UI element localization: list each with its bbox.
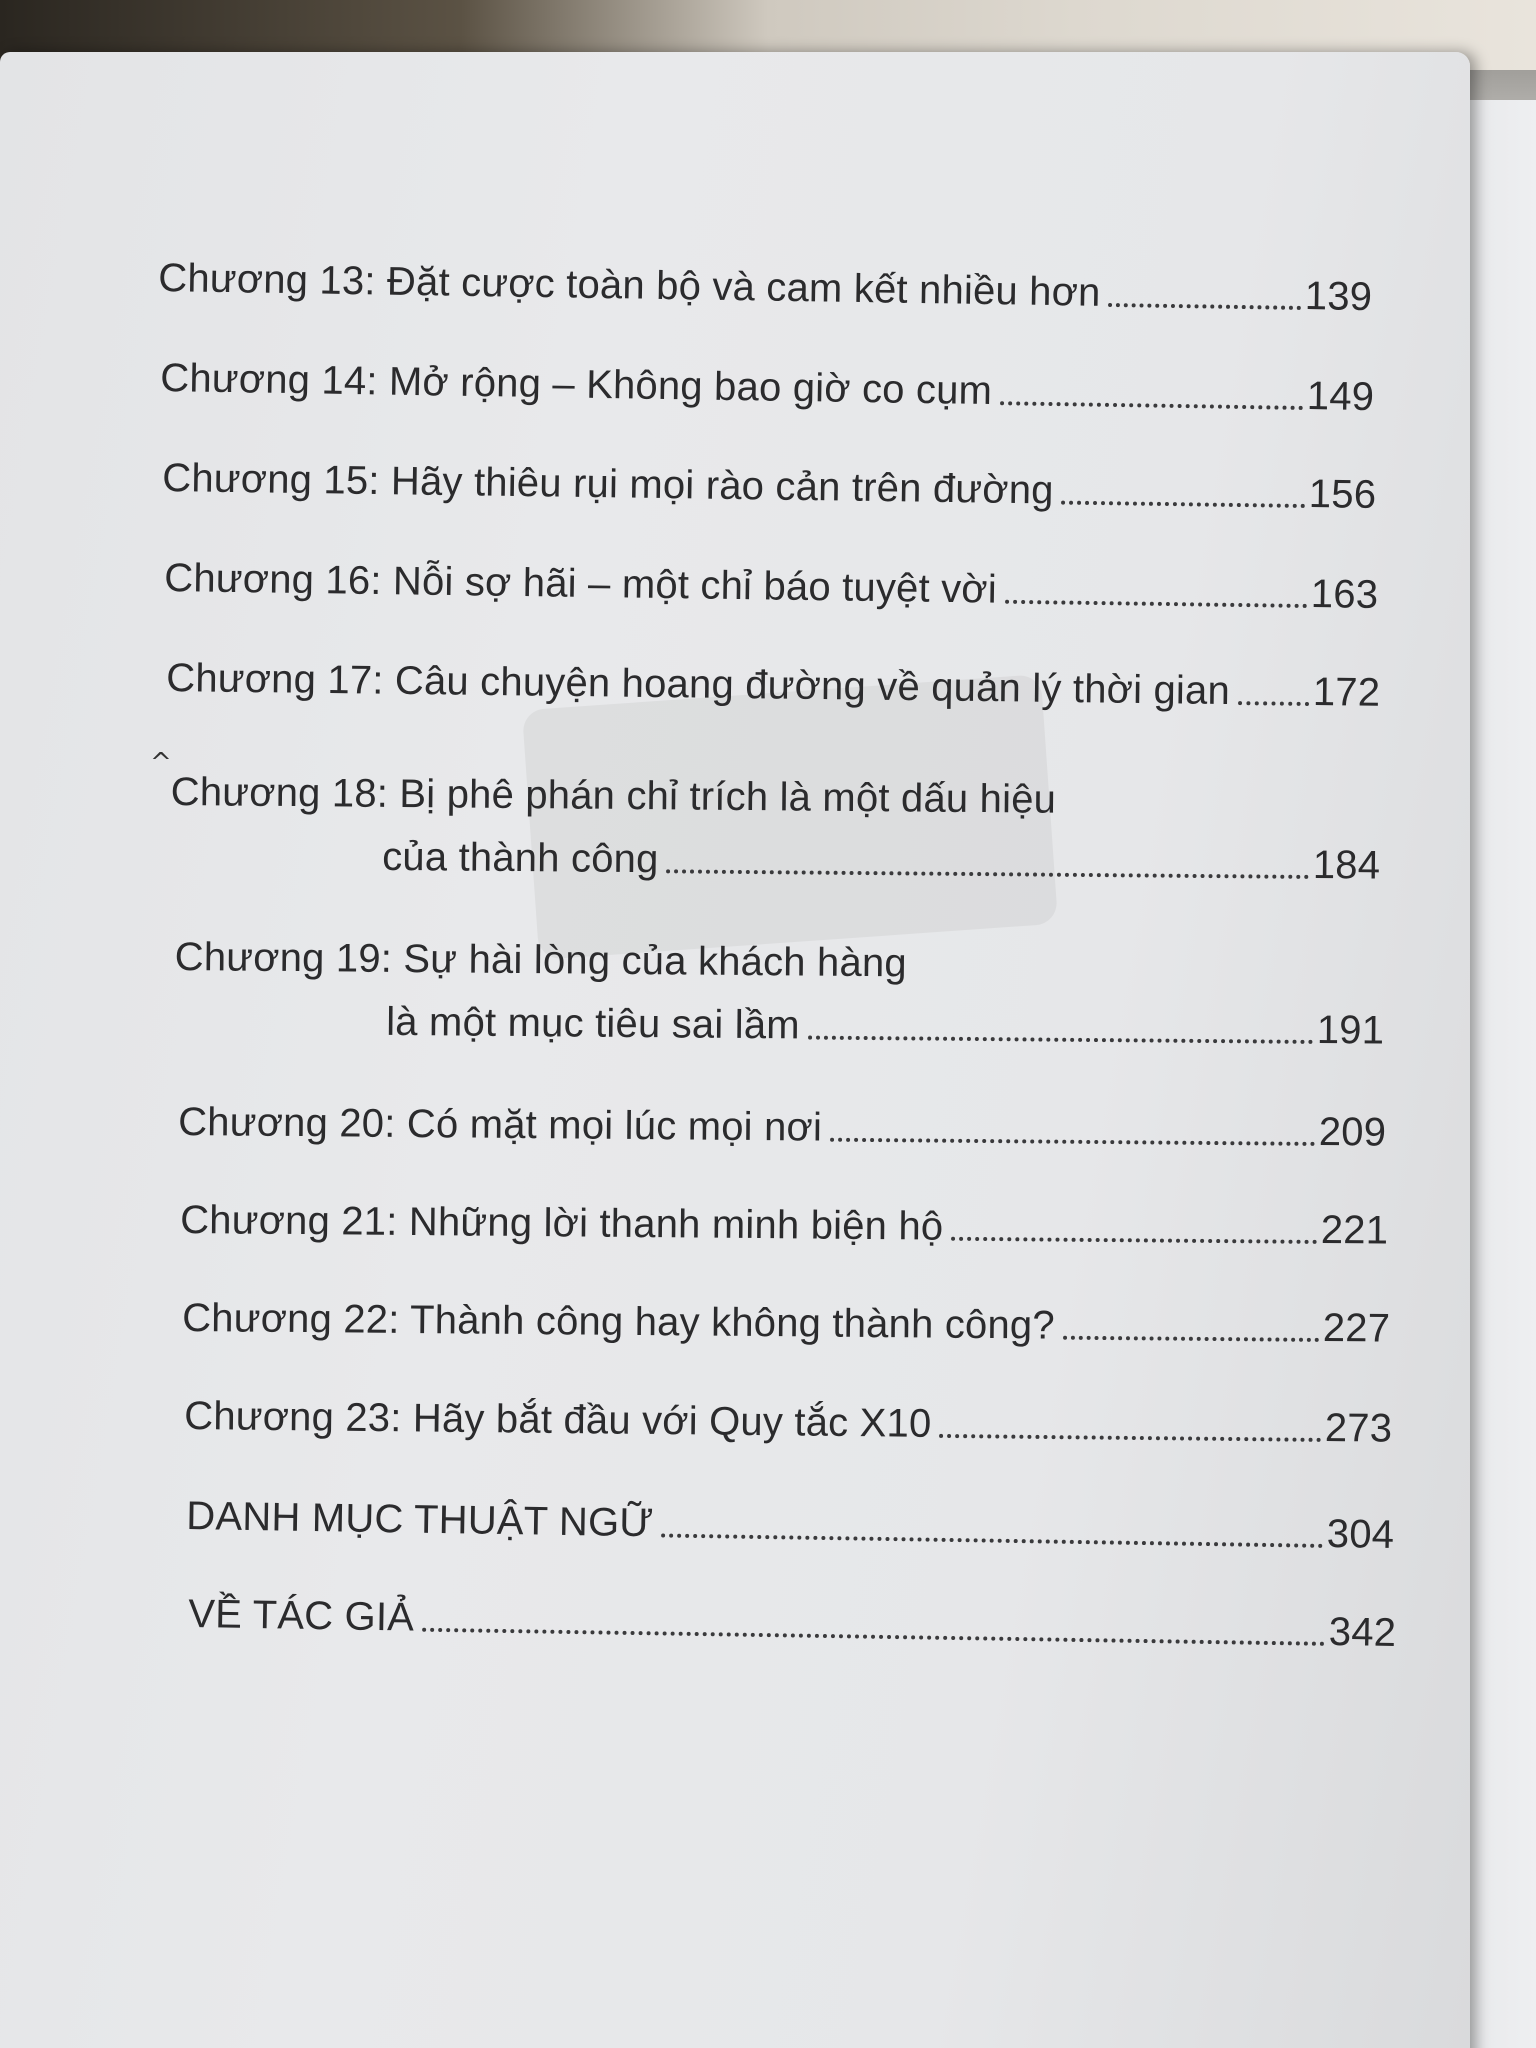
toc-entry-label: Chương 22: Thành công hay không thành công? (182, 1296, 1055, 1348)
toc-entry-20 (178, 1100, 1386, 1156)
toc-page-number: 342 (1328, 1609, 1397, 1655)
toc-entry-22 (182, 1296, 1390, 1352)
toc-entry-label: Chương 23: Hãy bắt đầu với Quy tắc X10 (184, 1394, 932, 1446)
toc-entry-label: Chương 20: Có mặt mọi lúc mọi nơi (178, 1100, 823, 1150)
toc-entry-label: Chương 16: Nỗi sợ hãi – một chỉ báo tuyệt vời (164, 556, 998, 612)
leader-dots (1000, 401, 1303, 410)
toc-entry-18 (170, 770, 1381, 889)
toc-entry-label: Chương 13: Đặt cược toàn bộ và cam kết nhiều hơn (158, 256, 1101, 315)
toc-entry-label: Chương 17: Câu chuyện hoang đường về quản lý thời gian (166, 656, 1231, 713)
toc-entry-label: Chương 21: Những lời thanh minh biện hộ (180, 1198, 944, 1249)
toc-entry-label: Chương 18: Bị phê phán chỉ trích là một dấu hiệu (170, 770, 1057, 822)
toc-entry-label-line2: của thành công (382, 834, 659, 882)
toc-entry-label: VỀ TÁC GIẢ (188, 1592, 415, 1640)
toc-entry-21 (180, 1198, 1388, 1254)
toc-entry-13 (158, 256, 1373, 320)
toc-entry-17 (166, 656, 1380, 716)
toc-entry-14 (160, 356, 1375, 420)
leader-dots (1063, 1336, 1319, 1342)
leader-dots (830, 1138, 1315, 1146)
toc-entry-label-line2: là một mục tiêu sai lầm (386, 999, 800, 1048)
toc-entry-16 (164, 556, 1379, 618)
toc-entry-about-author (188, 1592, 1397, 1656)
toc-entry-15 (162, 456, 1377, 518)
toc-page-number: 156 (1308, 472, 1377, 517)
pencil-mark-icon: ^ (150, 748, 172, 778)
toc-page-number: 191 (1316, 1007, 1385, 1053)
leader-dots (808, 1036, 1313, 1044)
toc-entry-continuation (174, 998, 1384, 1054)
leader-dots (939, 1434, 1320, 1442)
toc-page-number: 227 (1322, 1305, 1391, 1351)
toc-page-number: 184 (1312, 842, 1381, 888)
toc-page-number: 221 (1320, 1207, 1389, 1253)
toc-entry-label: Chương 14: Mở rộng – Không bao giờ co cụm (160, 356, 993, 414)
leader-dots (1238, 701, 1309, 706)
toc-entry-23 (184, 1394, 1392, 1452)
leader-dots (422, 1628, 1325, 1646)
leader-dots (666, 869, 1308, 879)
toc-entry-label: Chương 19: Sự hài lòng của khách hàng (174, 935, 908, 986)
leader-dots (951, 1237, 1317, 1244)
toc-entry-glossary (186, 1494, 1395, 1558)
toc-page-number: 163 (1310, 572, 1379, 617)
toc-entry-label: DANH MỤC THUẬT NGỮ (186, 1494, 655, 1546)
leader-dots (1005, 600, 1307, 608)
toc-page-number: 139 (1304, 274, 1373, 320)
leader-dots (1108, 303, 1300, 310)
leader-dots (662, 1533, 1323, 1547)
toc-entry-label: Chương 15: Hãy thiêu rụi mọi rào cản trên đường (162, 456, 1054, 513)
leader-dots (1061, 501, 1304, 508)
toc-entry-19 (174, 935, 1385, 1054)
toc-entry-continuation (170, 833, 1380, 889)
toc-page-number: 172 (1312, 670, 1381, 715)
toc-page-number: 273 (1324, 1405, 1393, 1451)
toc-page-number: 149 (1306, 374, 1375, 420)
toc-page-number: 304 (1326, 1511, 1395, 1557)
toc-page-number: 209 (1318, 1109, 1387, 1155)
